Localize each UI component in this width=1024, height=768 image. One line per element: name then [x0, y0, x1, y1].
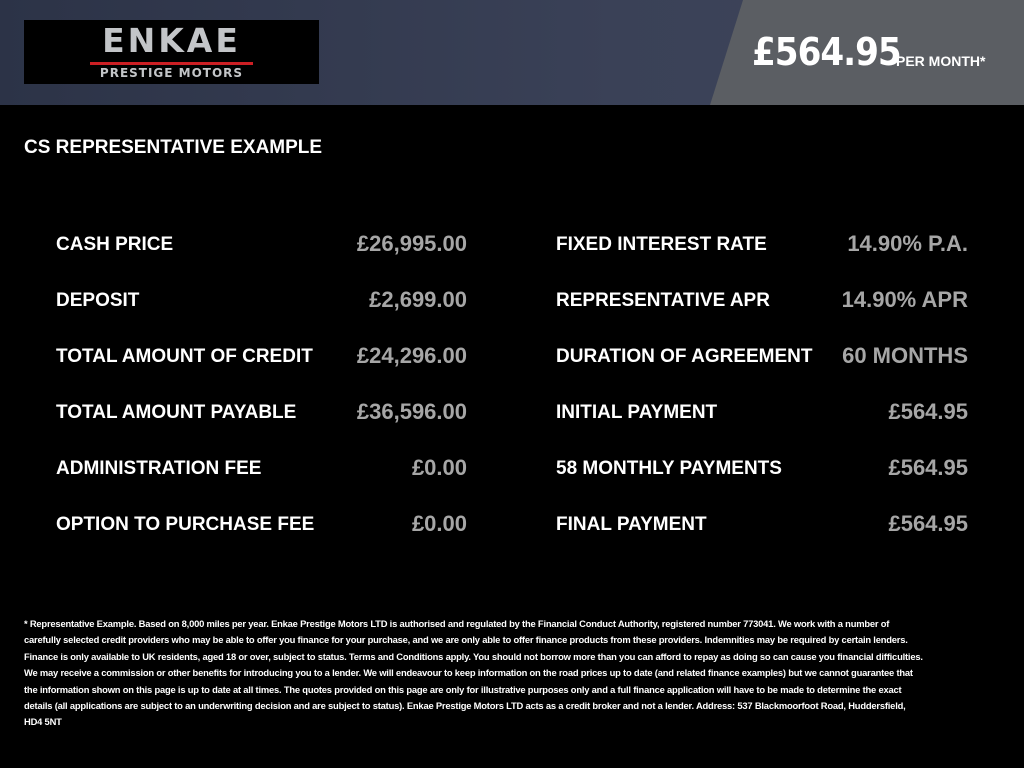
- cash-price-label: CASH PRICE: [56, 234, 174, 255]
- final-payment-label: FINAL PAYMENT: [556, 514, 707, 535]
- cash-price-value: £26,995.00: [356, 231, 467, 256]
- monthly-price: £564.95: [752, 30, 901, 74]
- duration-value: 60 MONTHS: [842, 343, 968, 368]
- monthly-payments-value: £564.95: [888, 455, 968, 480]
- total-credit-value: £24,296.00: [356, 343, 467, 368]
- header-bar: [0, 0, 1024, 105]
- interest-rate-label: FIXED INTEREST RATE: [556, 234, 767, 255]
- logo-accent-line: [90, 62, 253, 65]
- logo-sub-text: PRESTIGE MOTORS: [99, 66, 244, 80]
- logo-main-text: ENKAE: [102, 21, 241, 60]
- admin-fee-value: £0.00: [411, 455, 467, 480]
- interest-rate-value: 14.90% P.A.: [847, 231, 968, 256]
- total-credit-label: TOTAL AMOUNT OF CREDIT: [56, 346, 313, 367]
- section-title: CS REPRESENTATIVE EXAMPLE: [24, 137, 323, 158]
- deposit-label: DEPOSIT: [56, 290, 140, 311]
- deposit-value: £2,699.00: [369, 287, 467, 312]
- final-payment-value: £564.95: [888, 511, 968, 536]
- initial-payment-label: INITIAL PAYMENT: [556, 402, 718, 423]
- monthly-price-suffix: PER MONTH*: [896, 53, 986, 69]
- apr-value: 14.90% APR: [841, 287, 968, 312]
- duration-label: DURATION OF AGREEMENT: [556, 346, 813, 367]
- initial-payment-value: £564.95: [888, 399, 968, 424]
- option-fee-label: OPTION TO PURCHASE FEE: [56, 514, 315, 535]
- representative-example-footnote: * Representative Example. Based on 8,000 miles per year. Enkae Prestige Motors LTD is authorised and regulated by the Financial Conduct Authority, registered number 773041. We work with a number of carefully selected credit providers who may be able to offer you finance for your purchase, and we are only able to offer finance products from these providers. Indemnities may be required by certain lenders. Finance is only available to UK residents, aged 18 or over, subject to status. Terms and Conditions apply. You should not borrow more than you can afford to repay as doing so can cause you financial difficulties. We may receive a commission or other benefits for introducing you to a lender. We will endeavour to keep information on the road prices up to date (and related finance examples) but we cannot guarantee that the information shown on this page is up to date at all times. The quotes provided on this page are only for illustrative purposes only and a full finance application will have to be made to determine the exact details (all applications are subject to an underwriting decision and are subject to status). Enkae Prestige Motors LTD acts as a credit broker and not a lender. Address: 537 Blackmoorfoot Road, Huddersfield, HD4 5NT: [24, 618, 923, 728]
- admin-fee-label: ADMINISTRATION FEE: [56, 458, 262, 479]
- dealer-logo: [24, 20, 319, 84]
- monthly-payments-label: 58 MONTHLY PAYMENTS: [556, 458, 782, 479]
- total-payable-label: TOTAL AMOUNT PAYABLE: [56, 402, 297, 423]
- option-fee-value: £0.00: [411, 511, 467, 536]
- total-payable-value: £36,596.00: [356, 399, 467, 424]
- apr-label: REPRESENTATIVE APR: [556, 290, 770, 311]
